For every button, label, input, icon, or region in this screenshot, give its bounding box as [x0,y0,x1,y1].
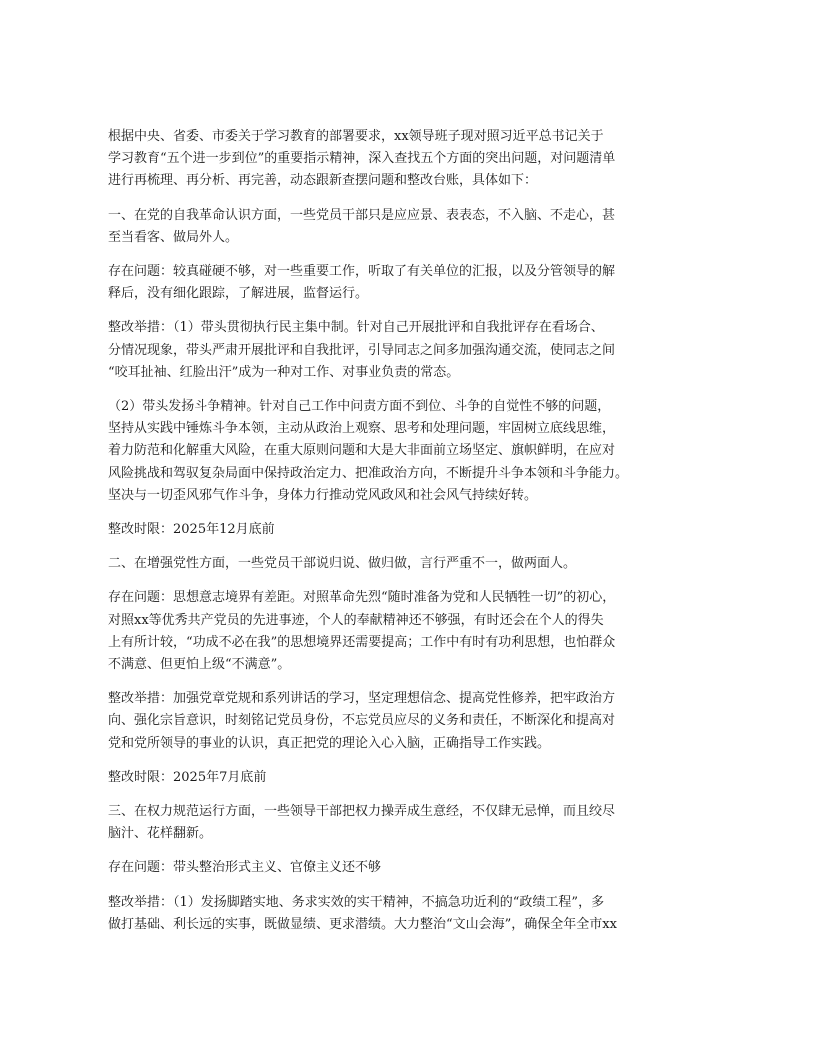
text-line: （2）带头发扬斗争精神。针对自己工作中问责方面不到位、斗争的自觉性不够的问题， [108,399,611,415]
text-line: 着力防范和化解重大风险，在重大原则问题和大是大非面前立场坚定、旗帜鲜明，在应对 [108,443,616,459]
text-line: 整改时限：2025年12月底前 [108,522,275,538]
measure-paragraph-2 [108,688,708,755]
text-line: 脑汁、花样翻新。 [108,826,213,842]
text-line: 学习教育“五个进一步到位”的重要指示精神，深入查找五个方面的突出问题，对问题清单 [108,151,616,167]
section-heading-3 [108,801,708,845]
document-page [108,126,708,948]
text-line: 做打基础、利长远的实事，既做显绩、更求潜绩。大力整治“文山会海”，确保全年全市xx [108,916,617,932]
text-line: 对照xx等优秀共产党员的先进事迹，个人的奉献精神还不够强，有时还会在个人的得失 [108,612,604,628]
text-line: 风险挑战和驾驭复杂局面中保持政治定力、把准政治方向，不断提升斗争本领和斗争能力。 [108,465,629,481]
problem-paragraph-2 [108,587,708,676]
deadline-paragraph-1 [108,519,708,541]
text-line: 坚决与一切歪风邪气作斗争，身体力行推动党风政风和社会风气持续好转。 [108,487,538,503]
text-line: 党和党所领导的事业的认识，真正把党的理论入心入脑，正确指导工作实践。 [108,735,551,751]
text-line: “咬耳扯袖、红脸出汗”成为一种对工作、对事业负责的常态。 [108,364,460,380]
measure-paragraph-1-1 [108,317,708,384]
text-line: 释后，没有细化跟踪，了解进展，监督运行。 [108,286,369,302]
text-line: 二、在增强党性方面，一些党员干部说归说、做归做，言行严重不一，做两面人。 [108,556,577,572]
text-line: 整改时限：2025年7月底前 [108,769,267,785]
section-heading-1 [108,205,708,249]
text-line: 存在问题：思想意志境界有差距。对照革命先烈“随时准备为党和人民牺牲一切”的初心， [108,590,616,606]
text-line: 根据中央、省委、市委关于学习教育的部署要求，xx领导班子现对照习近平总书记关于 [108,129,604,144]
deadline-paragraph-2 [108,767,708,789]
text-line: 坚持从实践中锤炼斗争本领，主动从政治上观察、思考和处理问题，牢固树立底线思维， [108,421,616,437]
measure-paragraph-1-2 [108,396,708,507]
text-line: 一、在党的自我革命认识方面，一些党员干部只是应应景、表表态，不入脑、不走心，甚 [108,207,616,223]
paragraph-intro [108,126,708,193]
text-line: 整改举措：（1）发扬脚踏实地、务求实效的实干精神，不搞急功近利的“政绩工程”，多 [108,894,605,910]
text-line: 分情况现象，带头严肃开展批评和自我批评，引导同志之间多加强沟通交流，使同志之间 [108,342,616,358]
text-line: 存在问题：带头整治形式主义、官僚主义还不够 [108,860,382,876]
text-line: 不满意、但更怕上级“不满意”。 [108,657,291,673]
text-line: 至当看客、做局外人。 [108,229,239,245]
text-line: 向、强化宗旨意识，时刻铭记党员身份，不忘党员应尽的义务和责任，不断深化和提高对 [108,713,616,729]
section-heading-2 [108,553,708,575]
measure-paragraph-3 [108,892,708,936]
text-line: 整改举措：加强党章党规和系列讲话的学习，坚定理想信念、提高党性修养，把牢政治方 [108,691,616,707]
text-line: 三、在权力规范运行方面，一些领导干部把权力操弄成生意经，不仅肆无忌惮，而且绞尽 [108,804,616,820]
problem-paragraph-3 [108,857,708,879]
text-line: 整改举措：（1）带头贯彻执行民主集中制。针对自己开展批评和自我批评存在看场合、 [108,320,604,336]
text-line: 存在问题：较真碰硬不够，对一些重要工作，听取了有关单位的汇报，以及分管领导的解 [108,264,616,280]
text-line: 上有所计较，“功成不必在我”的思想境界还需要提高；工作中有时有功利思想，也怕群众 [108,634,616,650]
problem-paragraph-1 [108,261,708,305]
text-line: 进行再梳理、再分析、再完善，动态跟新查摆问题和整改台账，具体如下： [108,173,538,189]
